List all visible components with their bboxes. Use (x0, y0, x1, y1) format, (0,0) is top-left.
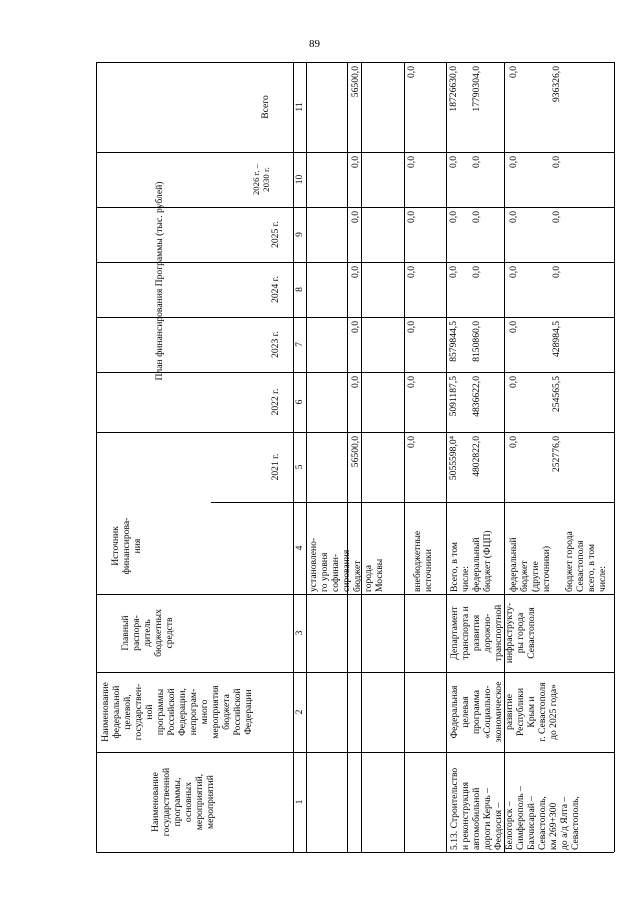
row-5-source: федеральный бюджет (другие источники) (508, 537, 552, 592)
row-3-value-2021: 5055598,0⁴ (448, 436, 459, 481)
row-1-source: бюджет города Москвы (352, 558, 385, 592)
row-6-value-2025: 0,0 (551, 211, 562, 223)
col-number-row-separator (306, 62, 307, 852)
row-4-value-2024: 0,0 (471, 266, 482, 278)
row-2-value-2021: 0,0 (406, 436, 417, 448)
row-3-value-2026-2030: 0,0 (448, 156, 459, 168)
row-2-value-2023: 0,0 (406, 321, 417, 333)
row-separator-1 (347, 62, 348, 852)
row-6-source: бюджет города Севастополя всего, в том числе: (564, 531, 608, 592)
col-number-6: 6 (294, 399, 305, 405)
row-6-value-2023: 428984,5 (551, 321, 562, 357)
header-year-2022: 2022 г. (270, 388, 281, 416)
row-2-value-2026-2030: 0,0 (406, 156, 417, 168)
row-3-value-total: 18726630,0 (448, 66, 459, 112)
row-1-value-2024: 0,0 (350, 266, 361, 278)
table-border-bottom (96, 852, 614, 853)
row-6-value-2022: 254565,5 (551, 376, 562, 412)
header-year-2026-2030: 2026 г. – 2030 г. (251, 163, 271, 196)
row-separator-3 (404, 62, 405, 852)
row-separator-2 (361, 62, 362, 852)
row-3-value-2025: 0,0 (448, 211, 459, 223)
col-number-1: 1 (294, 799, 305, 805)
row-4-value-2026-2030: 0,0 (471, 156, 482, 168)
header-year-2025: 2025 г. (270, 221, 281, 248)
row-6-value-2026-2030: 0,0 (551, 156, 562, 168)
page-number: 89 (309, 38, 320, 50)
row-1-value-2021: 56500,0 (350, 436, 361, 468)
col-sep-2026 (96, 207, 614, 208)
header-col3: Главный распоря- дитель бюджетных средств (120, 609, 175, 657)
col-sep-total (96, 152, 614, 153)
row-2-source: внебюджетные источники (412, 530, 434, 592)
row-5-value-2026-2030: 0,0 (508, 156, 519, 168)
row-4-value-2025: 0,0 (471, 211, 482, 223)
col-sep-2022 (96, 432, 614, 433)
header-year-2024: 2024 г. (270, 276, 281, 303)
table-border-left (96, 62, 97, 852)
row-3-value-2024: 0,0 (448, 266, 459, 278)
header-col2: Наименование федеральной целевой, государствен- ной программы Российской Федерации, непрограм- много мероприятия бюджета Российской Федерации (100, 682, 254, 742)
row-1-value-2022: 0,0 (350, 376, 361, 388)
row-4-value-2023: 8150860,0 (471, 321, 482, 362)
row-2-value-2025: 0,0 (406, 211, 417, 223)
row-2-value-2024: 0,0 (406, 266, 417, 278)
col-number-8: 8 (294, 287, 305, 292)
row-3-manager: Департамент транспорта и развития дорожно- транспортной инфраструкту- ры города Севастополя (449, 602, 537, 664)
col-number-3: 3 (294, 630, 305, 636)
row-4-value-total: 17790304,0 (471, 66, 482, 112)
row-3-program: Федеральная целевая программа «Социально- экономическое развитие Республики Крым и г. Севастополя до 2025 года» (449, 681, 559, 743)
table-border-top (96, 62, 614, 63)
row-5-value-2023: 0,0 (508, 321, 519, 333)
row-1-value-2025: 0,0 (350, 211, 361, 223)
row-separator-4 (446, 62, 447, 852)
col-number-2: 2 (294, 709, 305, 715)
row-1-value-total: 56500,0 (350, 66, 361, 98)
row-4-value-2022: 4836622,0 (471, 376, 482, 417)
col-sep-2021 (211, 502, 614, 503)
row-6-value-total: 936326,0 (551, 66, 562, 102)
header-total: Всего (260, 95, 271, 119)
row-3-name: 5.13. Строительство и реконструкция автомобильной дороги Керчь – Феодосия – Белогорск – Симферополь – Бахчисарай – Севастополь, км 269+300 до а/д Ялта – Севастополь, (449, 767, 581, 850)
row-5-value-total: 0,0 (508, 66, 519, 78)
row-5-value-2024: 0,0 (508, 266, 519, 278)
plan-title: План финансирования Программы (тыс. рублей) (154, 181, 165, 381)
col-number-9: 9 (294, 232, 305, 237)
header-col1: Наименование государственной программы, основных мероприятий, мероприятий (150, 767, 216, 837)
col-sep-2024 (96, 317, 614, 318)
row-3-source: Всего, в том числе: (449, 541, 471, 592)
row-0-source: установлено- го уровня софинан- сирования (308, 537, 352, 592)
col-number-4: 4 (294, 545, 305, 551)
col-sep-2023 (96, 372, 614, 373)
row-4-source: федеральный бюджет (ФЦП) (471, 530, 493, 592)
row-1-value-2026-2030: 0,0 (350, 156, 361, 168)
row-2-value-2022: 0,0 (406, 376, 417, 388)
row-5-value-2022: 0,0 (508, 376, 519, 388)
row-2-value-total: 0,0 (406, 66, 417, 78)
header-year-2021: 2021 г. (270, 453, 281, 481)
row-4-value-2021: 4802822,0 (471, 436, 482, 477)
col-number-10: 10 (294, 174, 305, 185)
row-6-value-2024: 0,0 (551, 266, 562, 278)
row-5-value-2025: 0,0 (508, 211, 519, 223)
table-border-right (614, 62, 615, 852)
row-3-value-2022: 5091187,5 (448, 376, 459, 417)
row-5-value-2021: 0,0 (508, 436, 519, 448)
header-col4: Источник финансирова- ния (110, 517, 143, 575)
col-number-11: 11 (294, 102, 305, 112)
col-sep-2025 (96, 262, 614, 263)
financing-table (96, 62, 614, 852)
header-year-2023: 2023 г. (270, 331, 281, 358)
col-number-7: 7 (294, 342, 305, 347)
row-6-value-2021: 252776,0 (551, 436, 562, 472)
row-1-value-2023: 0,0 (350, 321, 361, 333)
col-number-5: 5 (294, 464, 305, 470)
row-3-value-2023: 8579844,5 (448, 321, 459, 362)
